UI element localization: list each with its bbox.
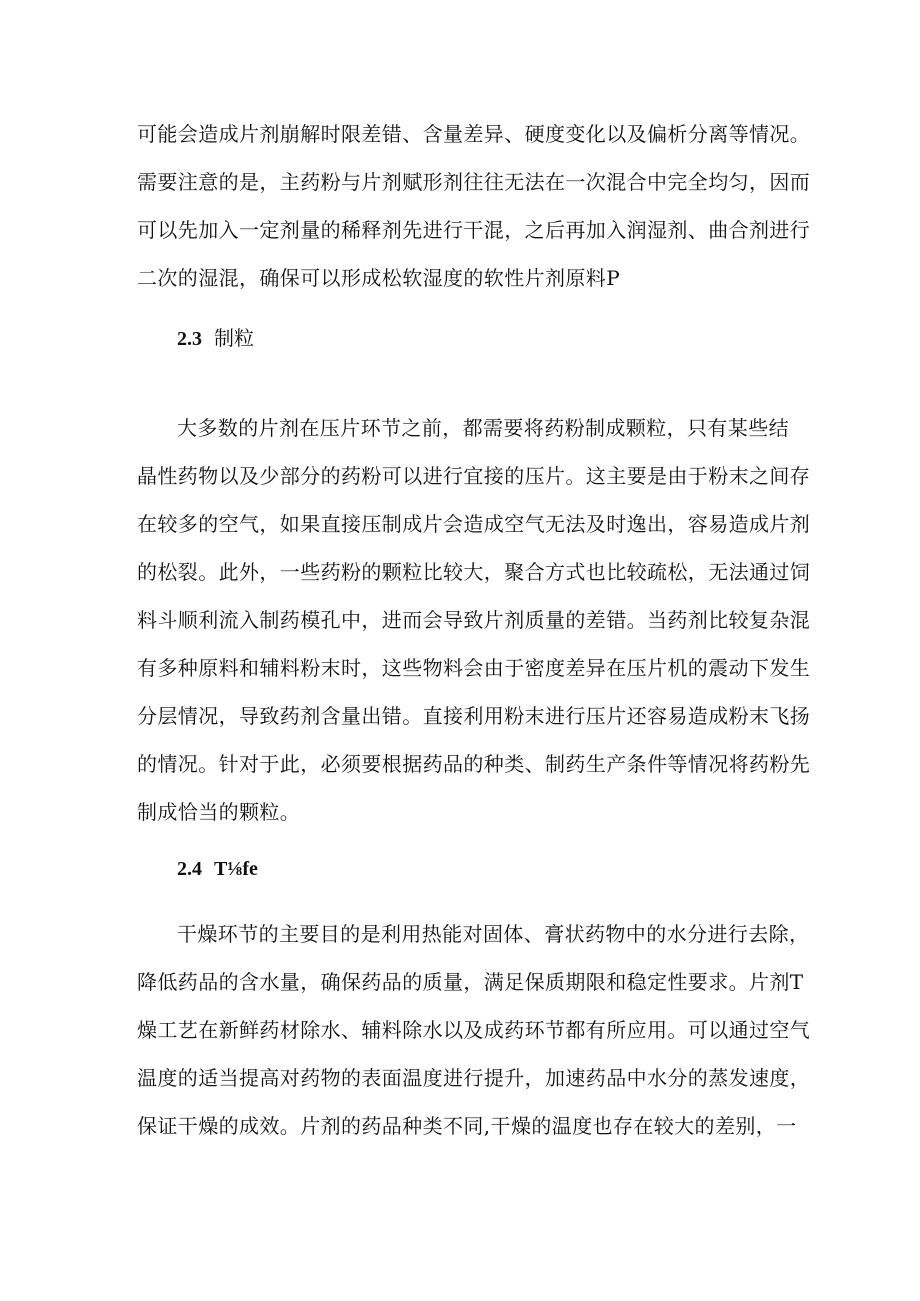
paragraph2-line-7: 分层情况，导致药剂含量出错。直接利用粉末进行压片还容易造成粉末飞扬 — [137, 704, 811, 728]
section-number: 2.4 — [177, 858, 202, 880]
section-heading-2-4 — [177, 856, 258, 881]
paragraph2-line-2: 晶性药物以及少部分的药粉可以进行宜接的压片。这主要是由于粉末之间存 — [137, 464, 811, 488]
paragraph2-line-3: 在较多的空气，如果直接压制成片会造成空气无法及时逸出，容易造成片剂 — [137, 512, 811, 536]
section-title: 制粒 — [214, 326, 254, 350]
paragraph3-line-1: 干燥环节的主要目的是利用热能对固体、膏状药物中的水分进行去除， — [177, 922, 810, 946]
paragraph2-line-9: 制成恰当的颗粒。 — [137, 800, 301, 824]
paragraph3-line-3: 燥工艺在新鲜药材除水、辅料除水以及成药环节都有所应用。可以通过空气 — [137, 1018, 811, 1042]
paragraph1-line-3: 可以先加入一定剂量的稀释剂先进行干混，之后再加入润湿剂、曲合剂进行 — [137, 218, 811, 242]
paragraph2-line-6: 有多种原料和辅料粉末时，这些物料会由于密度差异在压片机的震动下发生 — [137, 656, 811, 680]
paragraph2-line-4: 的松裂。此外，一些药粉的颗粒比较大，聚合方式也比较疏松，无法通过饲 — [137, 560, 811, 584]
paragraph2-line-8: 的情况。针对于此，必须要根据药品的种类、制药生产条件等情况将药粉先 — [137, 752, 811, 776]
section-title: T⅛fe — [214, 858, 258, 880]
paragraph2-line-5: 料斗顺利流入制药模孔中，进而会导致片剂质量的差错。当药剂比较复杂混 — [137, 608, 811, 632]
paragraph2-line-1: 大多数的片剂在压片环节之前，都需要将药粉制成颗粒，只有某些结 — [177, 416, 789, 440]
paragraph1-line-2: 需要注意的是，主药粉与片剂赋形剂往往无法在一次混合中完全均匀，因而 — [137, 170, 811, 194]
section-number: 2.3 — [177, 328, 202, 350]
paragraph1-line-1: 可能会造成片剂崩解时限差错、含量差异、硬度变化以及偏析分离等情况。 — [137, 122, 811, 146]
paragraph3-line-5: 保证干燥的成效。片剂的药品种类不同,干燥的温度也存在较大的差别，一 — [137, 1114, 797, 1138]
section-heading-2-3 — [177, 326, 254, 351]
paragraph3-line-2: 降低药品的含水量，确保药品的质量，满足保质期限和稳定性要求。片剂T — [137, 970, 804, 994]
paragraph1-line-4: 二次的湿混，确保可以形成松软湿度的软性片剂原料P — [137, 266, 621, 290]
paragraph3-line-4: 温度的适当提高对药物的表面温度进行提升，加速药品中水分的蒸发速度， — [137, 1066, 811, 1090]
